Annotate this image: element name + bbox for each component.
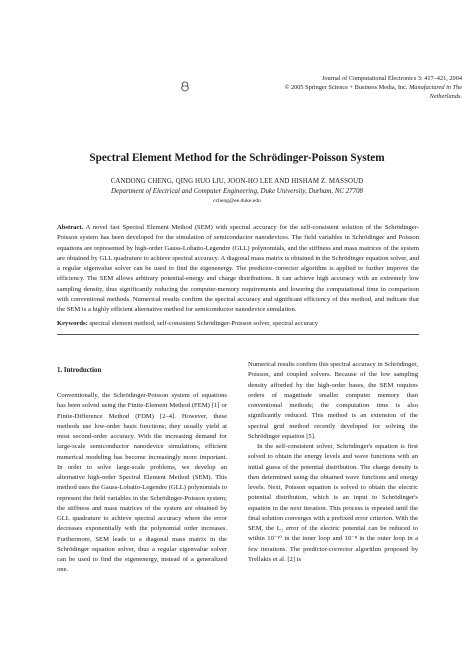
abstract-label: Abstract. — [57, 224, 84, 231]
intro-paragraph-3: In the self-consistent solver, Schrödinger's equation is first solved to obtain the energy levels and wave functions with an initial guess of the potential distribution. The charge density is then determined using the obtained wave functions and energy levels. Next, Poisson equation is solved to obtain the electric potential distribution, which is an input to Schrödinger's equation in the next iteration. This process is repeated until the final solution converges with a prefixed error criterion. With the SEM, the L₂ error of the electric potential can be reduced to within 10⁻¹⁰ in the inner loop and 10⁻⁸ in the outer loop in a few iterations. The predictor-corrector algorithm proposed by Trellakis et al. [2] is — [248, 443, 418, 563]
section-divider — [57, 334, 419, 335]
paper-title: Spectral Element Method for the Schrödinger-Poisson System — [89, 152, 385, 164]
journal-copyright-line — [272, 83, 462, 101]
journal-copyright: © 2005 Springer Science + Business Media, Inc. — [284, 84, 408, 91]
keywords-block — [57, 320, 419, 327]
journal-citation: Journal of Computational Electronics 3: 417–421, 2004 — [321, 75, 462, 82]
paper-authors: CANDONG CHENG, QING HUO LIU, JOON-HO LEE AND HISHAM Z. MASSOUD — [110, 178, 364, 185]
intro-paragraph-2: Numerical results confirm this spectral accuracy in Schrödinger, Poisson, and coupled solvers. Because of the low sampling density afforded by the high-order bases, the SEM requires orders of magnitude smaller computer memory than conventional methods; the computation time is also significantly reduced. This method is an extension of the spectral grid method recently developed for solving the Schrödinger equation [5]. — [248, 361, 418, 440]
journal-header — [272, 74, 462, 101]
keywords-text: spectral element method, self-consistent Schrödinger-Poisson solver, spectral accuracy — [89, 320, 319, 327]
section-heading-introduction: 1. Introduction — [57, 367, 102, 374]
springer-logo-icon — [180, 81, 190, 92]
abstract-block — [57, 223, 419, 315]
abstract-text: A novel fast Spectral Element Method (SEM) with spectral accuracy for the self-consistent solution of the Schrödinger-Poisson system has been developed for the simulation of semiconductor nanodevices. The field variables in Schrödinger and Poisson equations are represented by high-order Gauss-Lobatto-Legendre (GLL) polynomials, and the stiffness and mass matrices of the system are obtained by GLL quadrature to achieve spectral accuracy. A diagonal mass matrix is obtained in the Schrödinger equation solver, and a regular eigenvalue solver can be used to find the eigenenergy. The predictor-corrector algorithm is applied to further improve the efficiency. The SEM allows arbitrary potential-energy and charge distributions. It can achieve high accuracy with an extremely low sampling density, thus significantly reducing the computer-memory requirements and lowering the computational time in comparison with conventional methods. Numerical results confirm the spectral accuracy and significant efficiency of this method, and indicate that the SEM is a highly efficient alternative method for semiconductor nanodevice simulation. — [57, 224, 419, 313]
author-email: ccheng@ee.duke.edu — [213, 198, 261, 204]
author-affiliation: Department of Electrical and Computer Engineering, Duke University, Durham, NC 27708 — [111, 188, 363, 195]
intro-paragraph-1: Conventionally, the Schrödinger-Poisson system of equations has been solved using the Finite-Element Method (FEM) [1] or Finite-Difference Method (FDM) [2–4]. However, these methods use low-order basis functions; they usually yield at most second-order accuracy. With the increasing demand for large-scale semiconductor nanodevice simulations, efficient numerical modeling has become increasingly more important. In order to solve large-scale problems, we develop an alternative high-order Spectral Element Method (SEM). This method uses the Gauss-Lobatto-Legendre (GLL) polynomials to represent the field variables in the Schrödinger-Poisson system; the stiffness and mass matrices of the system are obtained by GLL quadrature to achieve spectral accuracy where the error decreases exponentially with the polynomial order increases. Furthermore, SEM leads to a diagonal mass matrix in the Schrödinger equation solver, thus a regular eigenvalue solver can be used to find the eigenenergy, instead of a generalized one. — [57, 392, 227, 574]
journal-manufactured: Manufactured in The Netherlands. — [409, 84, 462, 100]
keywords-label: Keywords: — [57, 320, 88, 327]
body-column-right — [248, 360, 418, 565]
body-column-left — [57, 391, 227, 576]
